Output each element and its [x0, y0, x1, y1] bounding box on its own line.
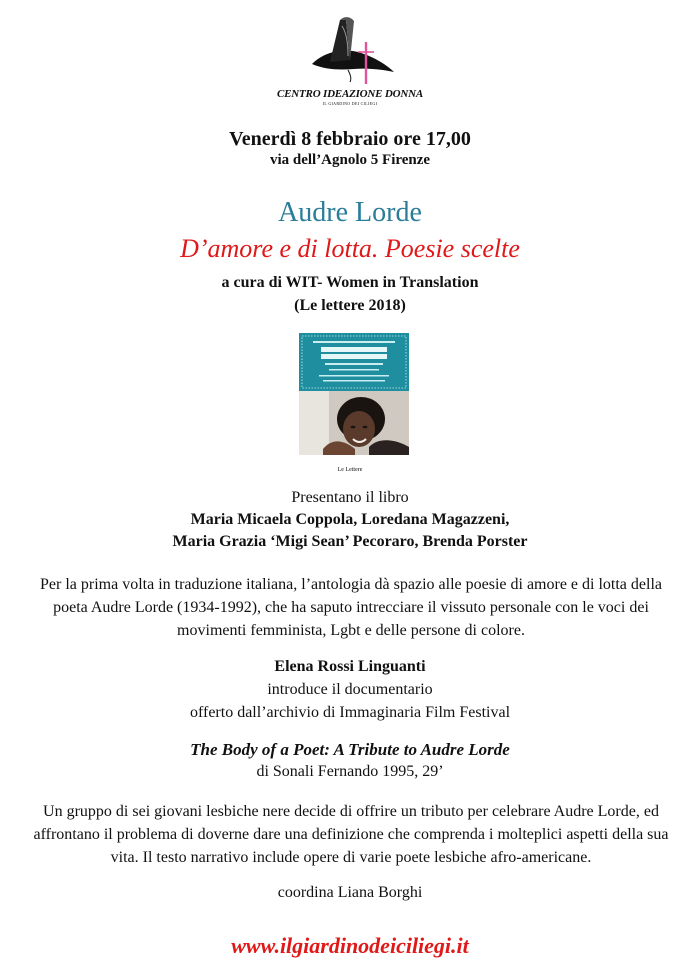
presenters-intro: Presentano il libro	[291, 489, 409, 506]
book-description: Per la prima volta in traduzione italiana, l’antologia dà spazio alle poesie di amore e di lotta della poeta Audre Lorde (1934-1992), che ha saputo intrecciare il vissuto personale con le voci dei movimenti femminista, Lgbt e delle persone di colore.	[40, 576, 662, 639]
documentary-description: Un gruppo di sei giovani lesbiche nere decide di offrire un tributo per celebrare Audre Lorde, ed affrontano il problema di doverne dare una definizione che comprenda i molteplici aspetti della sua vita. Il testo narrativo include opere di varie poete lesbiche afro-americane.	[33, 803, 669, 866]
book-cover-image	[299, 333, 409, 455]
book-author: Audre Lorde	[278, 197, 422, 228]
website-link[interactable]: www.ilgiardinodeiciliegi.it	[231, 933, 469, 958]
logo-subtitle: IL GIARDINO DEI CILIEGI	[322, 101, 378, 106]
book-curator: a cura di WIT- Women in Translation	[221, 274, 479, 291]
event-venue: via dell’Agnolo 5 Firenze	[269, 152, 431, 168]
documentary-offered: offerto dall’archivio di Immaginaria Film Festival	[189, 704, 511, 721]
documentary-credit: di Sonali Fernando 1995, 29’	[256, 763, 444, 780]
cover-publisher-label: Le Lettere	[337, 467, 363, 473]
book-title: D’amore e di lotta. Poesie scelte	[180, 234, 520, 263]
documentary-title: The Body of a Poet: A Tribute to Audre Lorde	[190, 740, 510, 759]
logo-name: CENTRO IDEAZIONE DONNA	[277, 88, 423, 100]
documentary-presenter: Elena Rossi Linguanti	[274, 658, 426, 675]
hat-woman-logo-icon	[300, 12, 400, 88]
presenters-line-2: Maria Grazia ‘Migi Sean’ Pecoraro, Brenda Porster	[172, 533, 528, 550]
coordinator: coordina Liana Borghi	[277, 884, 423, 901]
book-publisher: (Le lettere 2018)	[294, 297, 406, 314]
documentary-intro: introduce il documentario	[267, 681, 433, 698]
presenters-line-1: Maria Micaela Coppola, Loredana Magazzeni,	[190, 511, 510, 528]
event-date: Venerdì 8 febbraio ore 17,00	[229, 128, 471, 150]
